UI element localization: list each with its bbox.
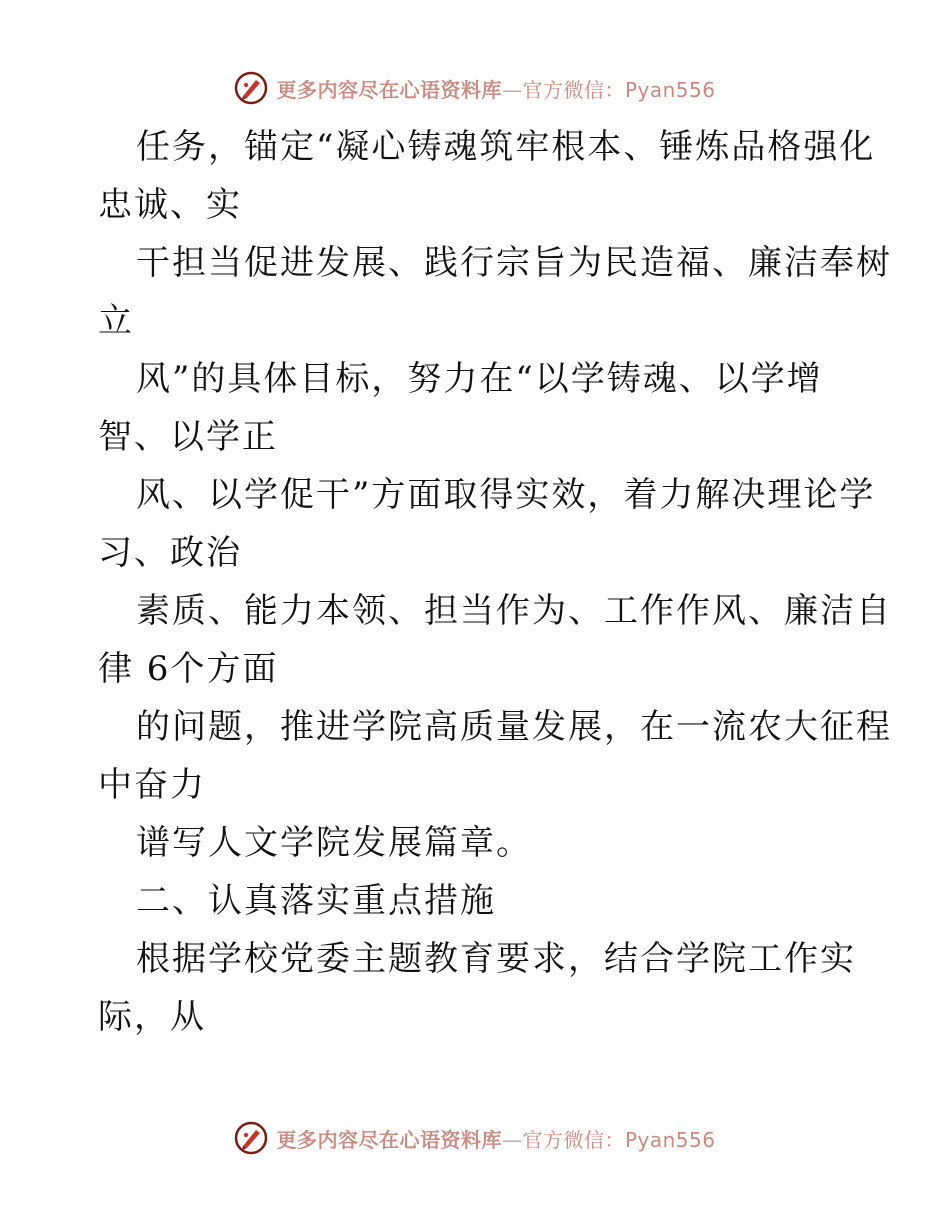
banner-wechat: 官方微信：Pyan556 xyxy=(522,1127,716,1152)
quill-logo-icon xyxy=(234,71,268,105)
banner-separator: — xyxy=(501,1127,523,1152)
banner-title: 更多内容尽在心语资料库 xyxy=(276,1127,502,1152)
text-line: 干担当促进发展、践行宗旨为民造福、廉洁奉树 xyxy=(136,243,892,283)
header-banner xyxy=(0,68,950,108)
text-line: 律 6个方面 xyxy=(98,649,279,689)
text-line: 习、政治 xyxy=(98,533,242,573)
banner-separator: — xyxy=(501,77,523,102)
text-line: 忠诚、实 xyxy=(98,185,242,225)
document-body xyxy=(98,118,892,1046)
text-line: 中奋力 xyxy=(98,765,206,805)
text-line: 风、以学促干”方面取得实效，着力解决理论学 xyxy=(136,475,876,515)
text-line: 素质、能力本领、担当作为、工作作风、廉洁自 xyxy=(136,591,892,631)
banner-title: 更多内容尽在心语资料库 xyxy=(276,77,502,102)
text-line: 谱写人文学院发展篇章。 xyxy=(136,823,532,863)
footer-banner xyxy=(0,1118,950,1158)
text-line: 风”的具体目标，努力在“以学铸魂、以学增 xyxy=(136,359,823,399)
text-line: 根据学校党委主题教育要求，结合学院工作实 xyxy=(136,939,856,979)
text-line: 际，从 xyxy=(98,997,206,1037)
section-heading: 二、认真落实重点措施 xyxy=(136,881,496,921)
banner-wechat: 官方微信：Pyan556 xyxy=(522,77,716,102)
text-line: 智、以学正 xyxy=(98,417,278,457)
text-line: 的问题，推进学院高质量发展，在一流农大征程 xyxy=(136,707,892,747)
text-line: 任务，锚定“凝心铸魂筑牢根本、锤炼品格强化 xyxy=(136,127,876,167)
text-line: 立 xyxy=(98,301,134,341)
quill-logo-icon xyxy=(234,1121,268,1155)
